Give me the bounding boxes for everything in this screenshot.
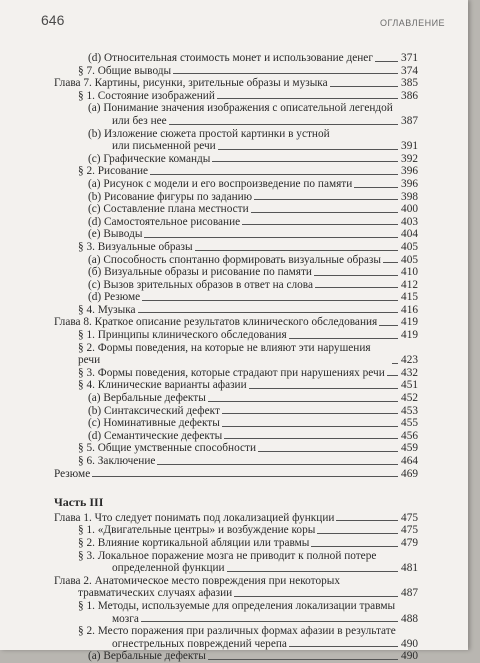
toc-entry-title: (a) Понимание значения изображения с описательной легендой xyxy=(88,102,393,115)
toc-entry xyxy=(54,430,418,443)
toc-entry xyxy=(54,102,418,127)
leader-line xyxy=(218,149,398,150)
toc-entry xyxy=(54,392,418,405)
toc-entry xyxy=(54,153,418,166)
leader-line xyxy=(208,659,398,660)
toc-entry xyxy=(54,191,418,204)
toc-page-number: 374 xyxy=(401,64,418,77)
toc-entry-title-cont: или письменной речи xyxy=(112,140,216,153)
toc-page-number: 464 xyxy=(401,455,418,467)
leader-line xyxy=(195,250,398,251)
toc-page-number: 479 xyxy=(401,536,418,549)
toc-entry xyxy=(54,625,418,650)
toc-page-number: 387 xyxy=(401,114,418,127)
toc-page-number: 475 xyxy=(401,511,418,524)
toc-entry-title: § 5. Общие умственные способности xyxy=(78,442,257,455)
toc-entry-title: (c) Графические команды xyxy=(88,152,211,165)
toc-page-number: 455 xyxy=(401,417,418,430)
leader-line xyxy=(169,124,398,125)
toc-entry xyxy=(54,203,418,216)
leader-line xyxy=(254,199,398,200)
toc-entry-title: § 3. Формы поведения, которые страдают при нарушениях речи xyxy=(78,366,385,379)
toc-entry xyxy=(54,216,418,229)
toc-entry-title: (e) Выводы xyxy=(88,228,143,241)
toc-entry xyxy=(54,65,418,78)
toc-entry xyxy=(54,241,418,254)
leader-line xyxy=(92,476,398,477)
toc-entry-title: (б) Визуальные образы и рисование по памяти xyxy=(88,266,312,279)
toc-entry xyxy=(54,228,418,241)
toc-page-number: 459 xyxy=(401,442,418,455)
part-heading: Часть III xyxy=(54,495,104,510)
toc-entry xyxy=(54,316,418,329)
toc-entry-title: (c) Составление плана местности xyxy=(88,203,249,216)
toc-entry-title-cont: огнестрельных повреждений черепа xyxy=(112,637,287,650)
toc-entry-title: § 2. Формы поведения, на которые не влияют эти нарушения речи xyxy=(78,341,371,367)
toc-entry-title: § 3. Визуальные образы xyxy=(78,240,193,253)
leader-line xyxy=(387,375,398,376)
toc-entry-title: § 7. Общие выводы xyxy=(78,64,172,77)
leader-line xyxy=(311,546,398,547)
toc-entry xyxy=(54,405,418,418)
toc-part3-list xyxy=(54,512,418,663)
toc-entry xyxy=(54,650,418,663)
toc-page-number: 405 xyxy=(401,253,418,266)
leader-line xyxy=(212,161,398,162)
toc-entry-title: Глава 1. Что следует понимать под локализацией функции xyxy=(54,511,335,524)
toc-entry xyxy=(54,379,418,392)
toc-entry-title: (d) Семантические дефекты xyxy=(88,429,223,442)
toc-entry-title-cont: или без нее xyxy=(112,114,167,127)
leader-line xyxy=(249,388,398,389)
toc-entry-title: (d) Самостоятельное рисование xyxy=(88,215,241,228)
leader-line xyxy=(141,621,398,622)
toc-main-list xyxy=(54,52,418,480)
toc-page-number: 488 xyxy=(401,612,418,625)
leader-line xyxy=(234,596,398,597)
toc-page-number: 403 xyxy=(401,215,418,228)
toc-page-number: 456 xyxy=(401,429,418,442)
leader-line xyxy=(142,300,398,301)
toc-entry xyxy=(54,550,418,575)
toc-page-number: 415 xyxy=(401,291,418,304)
toc-entry-title-cont: определенной функции xyxy=(112,562,225,575)
toc-entry-title: § 2. Место поражения при различных формах афазии в результате xyxy=(78,625,396,638)
toc-page-number: 487 xyxy=(401,587,418,600)
toc-page-number: 416 xyxy=(401,303,418,316)
toc-entry xyxy=(54,165,418,178)
toc-entry-title-cont: травматических случаях афазии xyxy=(78,587,233,600)
toc-entry-title: § 2. Влияние кортикальной абляции или травмы xyxy=(78,536,310,549)
toc-entry-title: § 1. Принципы клинического обследования xyxy=(78,329,287,342)
leader-line xyxy=(138,312,398,313)
toc-page-number: 423 xyxy=(401,354,418,367)
leader-line xyxy=(314,275,398,276)
toc-entry xyxy=(54,512,418,525)
leader-line xyxy=(217,98,398,99)
toc-entry-title: (b) Изложение сюжета простой картинки в устной xyxy=(88,127,330,140)
page-number: 646 xyxy=(41,12,65,28)
toc-entry-title: (d) Резюме xyxy=(88,291,141,304)
leader-line xyxy=(208,401,398,402)
toc-page-number: 400 xyxy=(401,203,418,216)
toc-entry-title: § 6. Заключение xyxy=(78,455,156,467)
toc-page-number: 432 xyxy=(401,366,418,379)
toc-entry xyxy=(54,266,418,279)
toc-page-number: 371 xyxy=(401,52,418,64)
toc-entry xyxy=(54,537,418,550)
toc-entry-title: (c) Вызов зрительных образов в ответ на слова xyxy=(88,278,313,291)
toc-page-number: 451 xyxy=(401,379,418,392)
leader-line xyxy=(150,174,398,175)
toc-page-number: 386 xyxy=(401,89,418,102)
toc-entry-title: § 4. Клинические варианты афазии xyxy=(78,379,247,392)
toc-page-number: 490 xyxy=(401,637,418,650)
toc-entry-title: Глава 7. Картины, рисунки, зрительные образы и музыка xyxy=(54,77,328,90)
toc-entry xyxy=(54,367,418,380)
toc-entry xyxy=(54,128,418,153)
toc-page-number: 398 xyxy=(401,190,418,203)
toc-entry-title-cont: мозга xyxy=(112,612,139,625)
toc-entry xyxy=(54,417,418,430)
toc-entry xyxy=(54,52,418,65)
leader-line xyxy=(383,262,398,263)
toc-entry xyxy=(54,600,418,625)
toc-entry-title: (a) Рисунок с модели и его воспроизведение по памяти xyxy=(88,177,353,190)
toc-entry xyxy=(54,442,418,455)
leader-line xyxy=(336,520,398,521)
toc-page-number: 481 xyxy=(401,562,418,575)
leader-line xyxy=(289,646,398,647)
leader-line xyxy=(227,571,398,572)
toc-page-number: 490 xyxy=(401,650,418,663)
toc-page-number: 404 xyxy=(401,228,418,241)
leader-line xyxy=(354,187,398,188)
toc-entry xyxy=(54,254,418,267)
toc-entry-title: § 2. Рисование xyxy=(78,165,149,178)
leader-line xyxy=(222,426,398,427)
toc-page-number: 475 xyxy=(401,524,418,537)
toc-entry-title: Резюме xyxy=(54,467,91,480)
toc-entry-title: (b) Синтаксический дефект xyxy=(88,404,220,417)
toc-entry xyxy=(54,342,418,367)
leader-line xyxy=(317,533,398,534)
section-gap xyxy=(54,480,418,496)
leader-line xyxy=(330,86,398,87)
toc-entry-title: § 1. Методы, используемые для определения локализации травмы xyxy=(78,599,396,612)
leader-line xyxy=(392,363,398,364)
toc-page-number: 396 xyxy=(401,165,418,178)
toc-entry xyxy=(54,468,418,481)
leader-line xyxy=(222,413,398,414)
table-of-contents xyxy=(54,52,418,663)
leader-line xyxy=(157,464,398,465)
leader-line xyxy=(251,212,398,213)
toc-entry xyxy=(54,575,418,600)
toc-page-number: 412 xyxy=(401,278,418,291)
toc-entry xyxy=(54,77,418,90)
toc-entry xyxy=(54,455,418,468)
toc-page-number: 469 xyxy=(401,467,418,480)
leader-line xyxy=(379,325,398,326)
toc-entry-title: (d) Относительная стоимость монет и использование денег xyxy=(88,52,373,64)
toc-entry xyxy=(54,279,418,292)
toc-page-number: 419 xyxy=(401,329,418,342)
toc-entry-title: Глава 8. Краткое описание результатов клинического обследования xyxy=(54,316,378,329)
toc-page-number: 410 xyxy=(401,266,418,279)
leader-line xyxy=(375,61,398,62)
toc-page-number: 405 xyxy=(401,240,418,253)
toc-page-number: 396 xyxy=(401,177,418,190)
toc-entry-title: (a) Вербальные дефекты xyxy=(88,650,206,663)
toc-entry-title: (b) Рисование фигуры по заданию xyxy=(88,190,253,203)
toc-page-number: 391 xyxy=(401,140,418,153)
toc-entry-title: Глава 2. Анатомическое место повреждения при некоторых xyxy=(54,574,340,587)
toc-page-number: 392 xyxy=(401,152,418,165)
toc-entry xyxy=(54,178,418,191)
toc-entry-title: § 4. Музыка xyxy=(78,303,136,316)
toc-entry-title: § 3. Локальное поражение мозга не приводит к полной потере xyxy=(78,549,377,562)
toc-entry-title: (a) Вербальные дефекты xyxy=(88,392,206,405)
toc-entry xyxy=(54,291,418,304)
toc-entry-title: § 1. «Двигательные центры» и возбуждение коры xyxy=(78,524,316,537)
toc-entry-title: (a) Способность спонтанно формировать визуальные образы xyxy=(88,253,381,266)
leader-line xyxy=(289,338,398,339)
leader-line xyxy=(242,224,398,225)
leader-line xyxy=(258,451,398,452)
toc-entry-title: § 1. Состояние изображений xyxy=(78,89,215,102)
toc-entry xyxy=(54,90,418,103)
leader-line xyxy=(224,438,398,439)
leader-line xyxy=(315,287,398,288)
toc-page-number: 453 xyxy=(401,404,418,417)
toc-page-number: 452 xyxy=(401,392,418,405)
toc-entry xyxy=(54,304,418,317)
toc-entry xyxy=(54,329,418,342)
running-head: ОГЛАВЛЕНИЕ xyxy=(380,18,446,28)
leader-line xyxy=(173,73,398,74)
toc-entry xyxy=(54,524,418,537)
toc-page-number: 419 xyxy=(401,316,418,329)
leader-line xyxy=(144,237,398,238)
toc-entry-title: (c) Номинативные дефекты xyxy=(88,417,220,430)
toc-page-number: 385 xyxy=(401,77,418,90)
